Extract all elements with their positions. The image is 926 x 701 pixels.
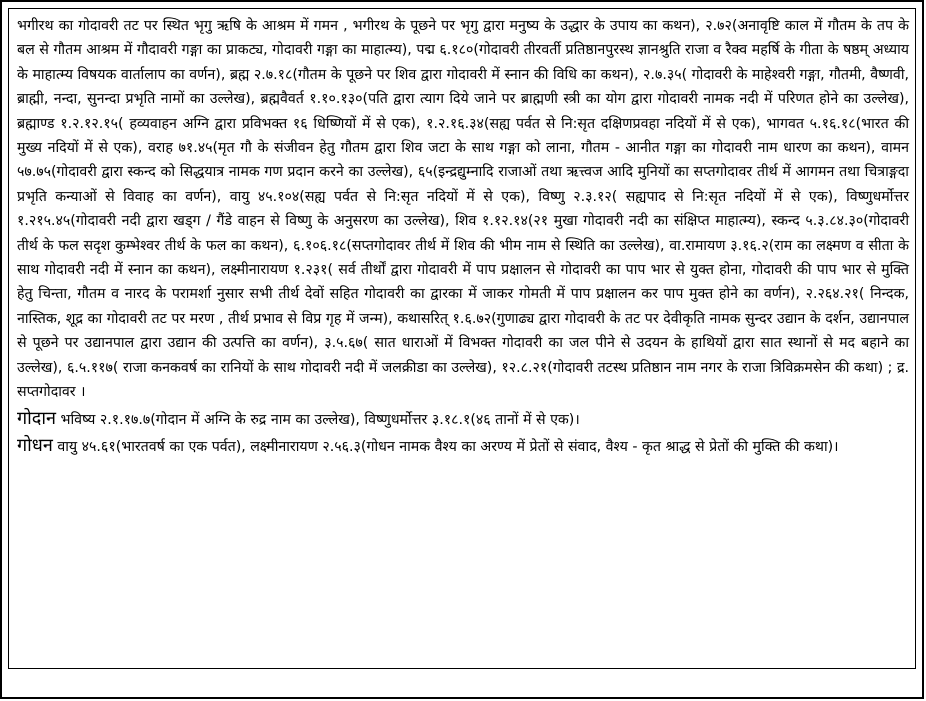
entry-godhan-term: गोधन bbox=[17, 434, 53, 456]
entry-godan bbox=[17, 407, 909, 432]
entry-godavari-text: भगीरथ का गोदावरी तट पर स्थित भृगु ऋषि के आश्रम में गमन , भगीरथ के पूछने पर भृगु द्वारा मनुष्य के उद्धार के उपाय का कथन), २.७२(अनावृष्टि काल में गौतम के तप के बल से गौतम आश्रम में गौदावरी गङ्गा का प्राकट्य, गोदावरी गङ्गा का माहात्म्य), पद्म ६.१८०(गोदावरी तीरवर्ती प्रतिष्ठानपुरस्थ ज्ञानश्रुति राजा व रैक्व महर्षि के गीता के षष्ठम् अध्याय के माहात्म्य विषयक वार्तालाप का वर्णन), ब्रह्म २.७.१८(गौतम के पूछने पर शिव द्वारा गोदावरी में स्नान की विधि का कथन), २.७.३५( गोदावरी के माहेश्वरी गङ्गा, गौतमी, वैष्णवी, ब्राह्मी, नन्दा, सुनन्दा प्रभृति नामों का उल्लेख), ब्रह्मवैवर्त १.१०.१३०(पति द्वारा त्याग दिये जाने पर ब्राह्मणी स्त्री का योग द्वारा गोदावरी नामक नदी में परिणत होने का उल्लेख), ब्रह्माण्ड १.२.१२.१५( हव्यवाहन अग्नि द्वारा प्रविभक्त १६ धिष्णियों में से एक), १.२.१६.३४(सह्य पर्वत से नि:सृत दक्षिणप्रवहा नदियों में से एक), भागवत ५.१६.१८(भारत की मुख्य नदियों में से एक), वराह ७१.४५(मृत गौ के संजीवन हेतु गौतम द्वारा शिव जटा के साथ गङ्गा को लाना, गौतम - आनीत गङ्गा का गोदावरी नाम धारण का कथन), वामन ५७.७५(गोदावरी द्वारा स्कन्द को सिद्धयात्र नामक गण प्रदान करने का उल्लेख), ६५(इन्द्रद्युम्नादि राजाओं तथा ऋत्त्वज आदि मुनियों का सप्तगोदावर तीर्थ में आगमन तथा चित्राङ्गदा प्रभृति कन्याओं से विवाह का वर्णन), वायु ४५.१०४(सह्य पर्वत से नि:सृत नदियों में से एक), विष्णु २.३.१२( सह्यपाद से नि:सृत नदियों में से एक), विष्णुधर्मोत्तर १.२१५.४५(गोदावरी नदी द्वारा खड्ग / गैंडे वाहन से विष्णु के अनुसरण का उल्लेख), शिव १.१२.१४(२१ मुखा गोदावरी नदी का संक्षिप्त माहात्म्य), स्कन्द ५.३.८४.३०(गोदावरी तीर्थ के फल सदृश कुम्भेश्वर तीर्थ के फल का कथन), ६.१०६.१८(सप्तगोदावर तीर्थ में शिव की भीम नाम से स्थिति का उल्लेख), वा.रामायण ३.१६.२(राम का लक्ष्मण व सीता के साथ गोदावरी नदी में स्नान का कथन), लक्ष्मीनारायण १.२३१( सर्व तीर्थों द्वारा गोदावरी में पाप प्रक्षालन से गोदावरी का पाप भार से युक्त होना, गोदावरी की पाप भार से मुक्ति हेतु चिन्ता, गौतम व नारद के परामर्शा नुसार सभी तीर्थ देवों सहित गोदावरी का द्वारका में जाकर गोमती में पाप प्रक्षालन कर पाप मुक्त होने का वर्णन), २.२६४.२१( निन्दक, नास्तिक, शूद्र का गोदावरी तट पर मरण , तीर्थ प्रभाव से विप्र गृह में जन्म), कथासरित् १.६.७२(गुणाढ्य द्वारा गोदावरी के तट पर देवीकृति नामक सुन्दर उद्यान के दर्शन, उद्यानपाल से पूछने पर उद्यानपाल द्वारा उद्यान की उत्पत्ति का वर्णन), ३.५.६७( सात धाराओं में विभक्त गोदावरी का जल पीने से उदयन के हाथियों द्वारा सात स्थानों से मद बहाने का उल्लेख), ६.५.११७( राजा कनकवर्ष का रानियों के साथ गोदावरी नदी में जलक्रीडा का उल्लेख), १२.८.२१(गोदावरी तटस्थ प्रतिष्ठान नाम नगर के राजा त्रिविक्रमसेन की कथा) ; द्र. सप्तगोदावर । bbox=[17, 18, 909, 401]
text-box bbox=[8, 8, 916, 669]
entry-godan-term: गोदान bbox=[17, 407, 57, 429]
entry-godan-text: भविष्य २.१.१७.७(गोदान में अग्नि के रुद्र नाम का उल्लेख), विष्णुधर्मोत्तर ३.१८.१(४६ तानों में से एक)। bbox=[56, 411, 580, 428]
entry-godhan bbox=[17, 434, 909, 459]
entry-godhan-text: वायु ४५.६१(भारतवर्ष का एक पर्वत), लक्ष्मीनारायण २.५६.३(गोधन नामक वैश्य का अरण्य में प्रेतों से संवाद, वैश्य - कृत श्राद्ध से प्रेतों की मुक्ति की कथा)। bbox=[52, 438, 839, 455]
